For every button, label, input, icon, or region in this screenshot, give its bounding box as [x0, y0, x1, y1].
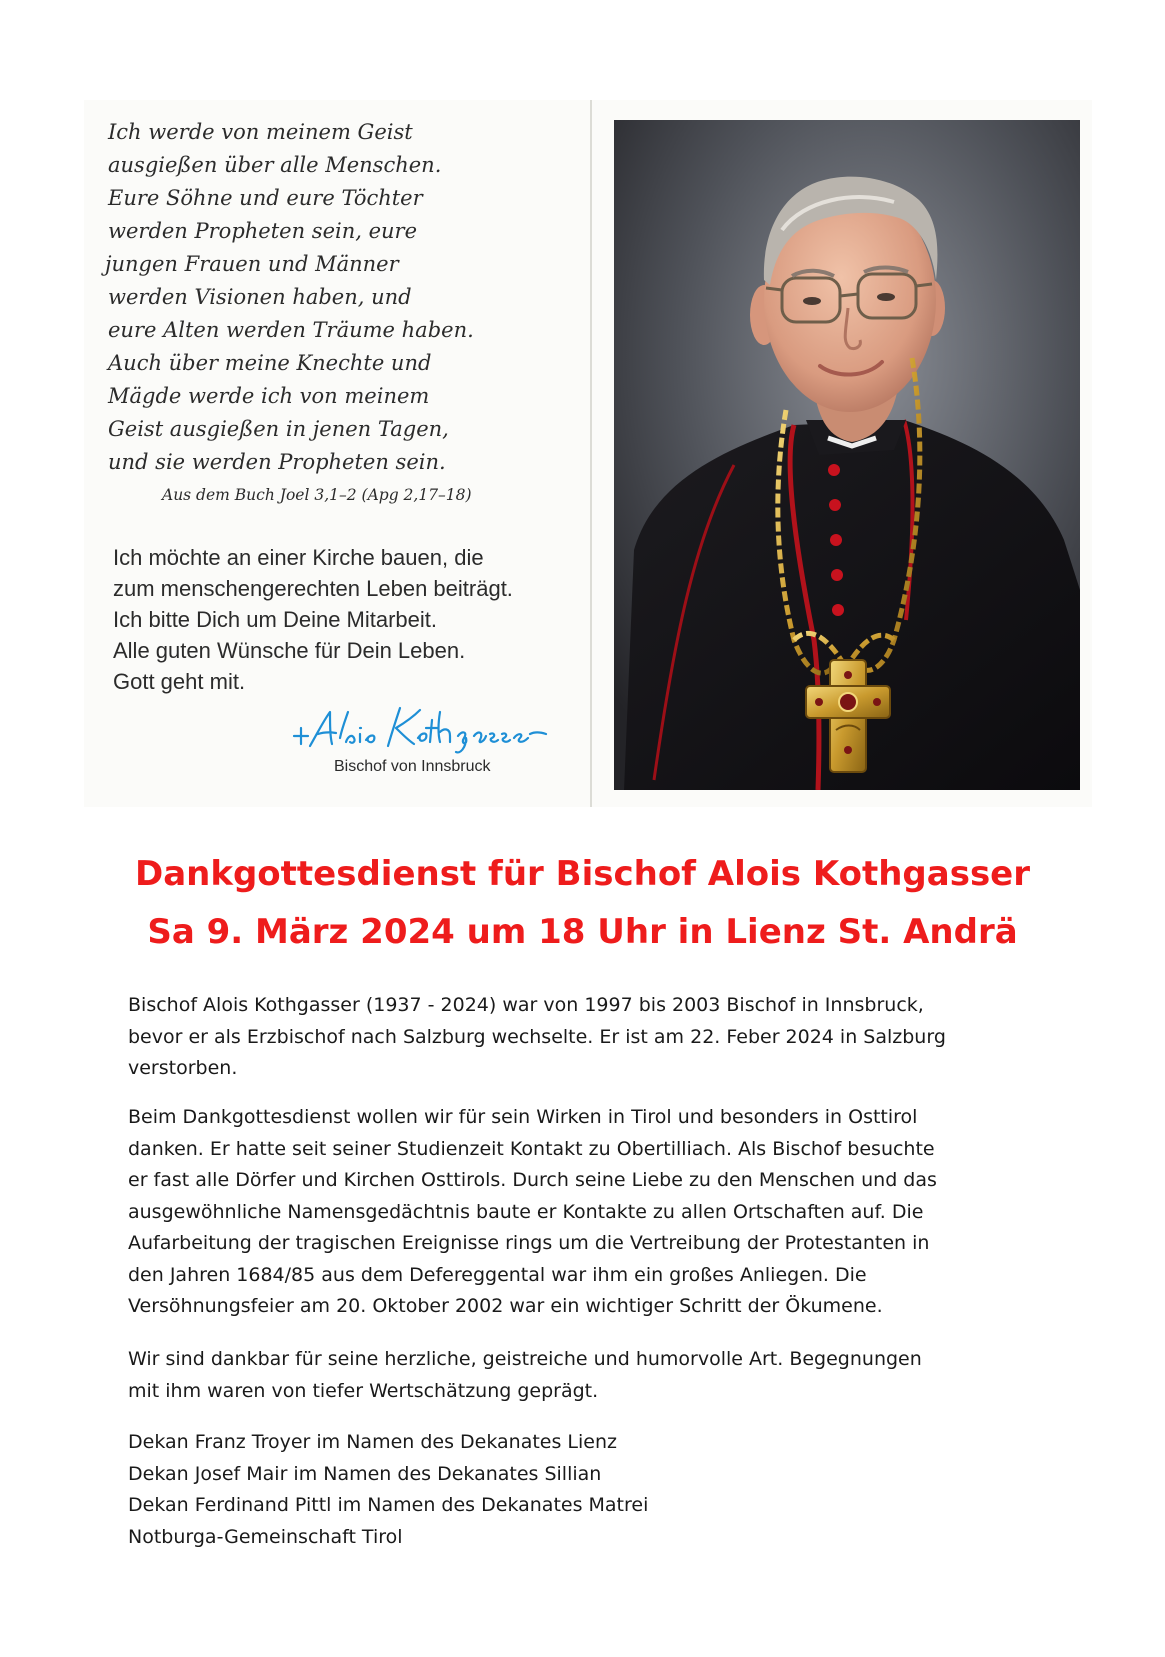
quote-line: werden Visionen haben, und [108, 285, 412, 309]
quote-line: Mägde werde ich von meinem [108, 384, 430, 408]
signature-title: Bischof von Innsbruck [334, 758, 491, 775]
handwritten-signature [290, 698, 550, 758]
text-line: Bischof Alois Kothgasser (1937 - 2024) war von 1997 bis 2003 Bischof in Innsbruck, [128, 994, 924, 1016]
message-line: Alle guten Wünsche für Dein Leben. [113, 638, 466, 663]
quote-line: jungen Frauen und Männer [105, 252, 399, 276]
signatories-list [128, 1427, 1048, 1553]
signatory: Notburga-Gemeinschaft Tirol [128, 1525, 403, 1548]
text-line: den Jahren 1684/85 aus dem Defereggental war ihm ein großes Anliegen. Die [128, 1263, 867, 1286]
headline-title: Dankgottesdienst für Bischof Alois Kothgasser [134, 854, 1031, 894]
bishop-message [113, 542, 513, 697]
quote-line: Eure Söhne und eure Töchter [108, 186, 423, 210]
text-line: er fast alle Dörfer und Kirchen Osttirols. Durch seine Liebe zu den Menschen und das [128, 1169, 937, 1191]
text-line: mit ihm waren von tiefer Wertschätzung geprägt. [128, 1379, 599, 1402]
signatory: Dekan Ferdinand Pittl im Namen des Dekanates Matrei [128, 1494, 649, 1516]
quote-line: eure Alten werden Träume haben. [108, 318, 474, 342]
message-line: Ich möchte an einer Kirche bauen, die [113, 545, 484, 570]
card-text-panel [84, 100, 590, 807]
text-line: Aufarbeitung der tragischen Ereignisse rings um die Vertreibung der Protestanten in [128, 1232, 930, 1254]
message-line: Gott geht mit. [113, 669, 246, 694]
quote-line: ausgießen über alle Menschen. [108, 153, 442, 177]
headline-date-place: Sa 9. März 2024 um 18 Uhr in Lienz St. Andrä [147, 912, 1018, 952]
text-line: danken. Er hatte seit seiner Studienzeit Kontakt zu Obertilliach. Als Bischof besuchte [128, 1137, 935, 1160]
quote-line: werden Propheten sein, eure [108, 219, 418, 243]
text-line: ausgewöhnliche Namensgedächtnis baute er Kontakte zu allen Ortschaften auf. Die [128, 1200, 924, 1223]
quote-line: Auch über meine Knechte und [108, 351, 432, 375]
card-fold-line [590, 100, 592, 807]
signatory: Dekan Josef Mair im Namen des Dekanates Sillian [128, 1462, 602, 1485]
bishop-portrait-photo [614, 120, 1080, 790]
text-line: verstorben. [128, 1057, 238, 1079]
text-line: bevor er als Erzbischof nach Salzburg wechselte. Er ist am 22. Feber 2024 in Salzburg [128, 1025, 946, 1048]
text-line: Beim Dankgottesdienst wollen wir für sein Wirken in Tirol und besonders in Osttirol [128, 1106, 918, 1128]
quote-source: Aus dem Buch Joel 3,1–2 (Apg 2,17–18) [162, 486, 472, 504]
paragraph-biography [128, 990, 1048, 1085]
message-line: zum menschengerechten Leben beiträgt. [113, 576, 513, 601]
quote-line: Geist ausgießen in jenen Tagen, [108, 417, 449, 441]
prayer-card [84, 100, 1092, 807]
paragraph-service [128, 1102, 1048, 1323]
message-line: Ich bitte Dich um Deine Mitarbeit. [113, 607, 438, 632]
text-line: Wir sind dankbar für seine herzliche, geistreiche und humorvolle Art. Begegnungen [128, 1348, 922, 1370]
scripture-quote [105, 116, 474, 479]
quote-line: und sie werden Propheten sein. [108, 450, 446, 474]
text-line: Versöhnungsfeier am 20. Oktober 2002 war ein wichtiger Schritt der Ökumene. [128, 1295, 883, 1317]
signatory: Dekan Franz Troyer im Namen des Dekanates Lienz [128, 1431, 617, 1453]
paragraph-gratitude [128, 1344, 1048, 1407]
portrait-illustration [614, 120, 1080, 790]
quote-line: Ich werde von meinem Geist [108, 120, 413, 144]
